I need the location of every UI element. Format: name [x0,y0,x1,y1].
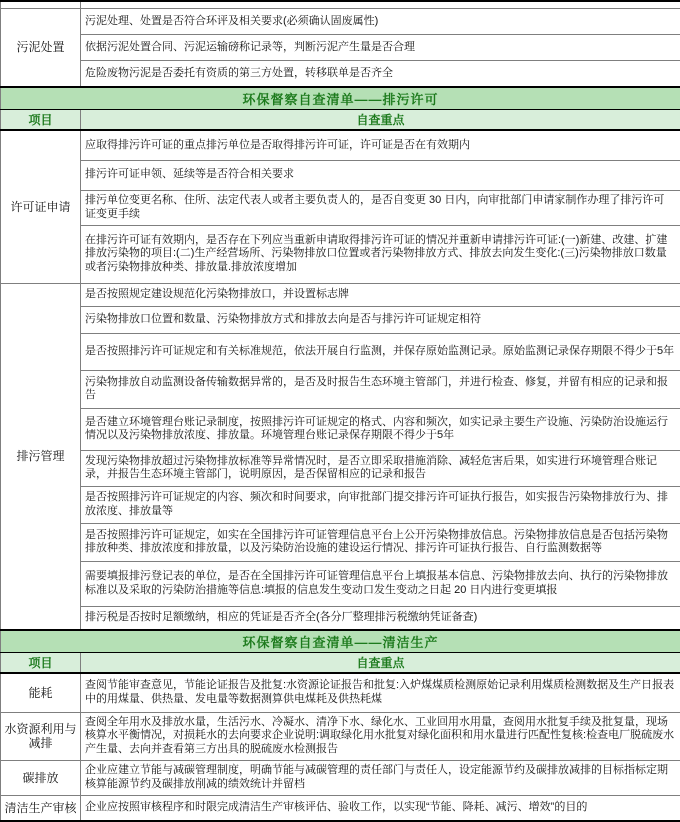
checklist-item: 排污税是否按时足额缴纳，相应的凭证是否齐全(各分厂整理排污税缴纳凭证备查) [81,606,680,630]
spacer-cell [81,1,680,9]
checklist-item: 污染物排放口位置和数量、污染物排放方式和排放去向是否与排污许可证规定相符 [81,306,680,333]
checklist-item: 污染物排放自动监测设备传输数据异常的，是否及时报告生态环境主管部门，并进行检查、修复，并留有相应的记录和报告 [81,370,680,408]
section-banner-clean-production: 环保督察自查清单——清洁生产 [1,630,680,653]
column-header-focus: 自查重点 [81,109,680,130]
checklist-item: 排污单位变更名称、住所、法定代表人或者主要负责人的，是否自变更 30 日内，向审批部门申请家制作办理了排污许可证变更手续 [81,190,680,225]
checklist-item: 是否按照排污许可证规定和有关标准规范，依法开展自行监测，并保存原始监测记录。原始监测记录保存期限不得少于5年 [81,333,680,370]
checklist-item: 是否按照排污许可证规定，如实在全国排污许可证管理信息平台上公开污染物排放信息。污染物排放信息是否包括污染物排放种类、排放浓度和排放量，以及污染防治设施的建设运行情况、排污许可证执行报告、自行监测数据等 [81,523,680,561]
checklist-item: 污泥处理、处置是否符合环评及相关要求(必须确认固废属性) [81,9,680,35]
table-row [1,673,680,712]
checklist-item: 企业应建立节能与减碳管理制度，明确节能与减碳管理的责任部门与责任人，设定能源节约及碳排放减排的目标指标定期核算能源节约及碳排放削减的绩效统计并留档 [81,760,680,795]
table-row [1,486,680,523]
table-row [1,190,680,225]
table-row [1,130,680,160]
table-row [1,87,680,110]
checklist-item: 企业应按照审核程序和时限完成清洁生产审核评估、验收工作，以实现“节能、降耗、减污、增效”的目的 [81,795,680,821]
checklist-item: 需要填报排污登记表的单位，是否在全国排污许可证管理信息平台上填报基本信息、污染物排放去向、执行的污染物排放标准以及采取的污染防治措施等信息:填报的信息发生变动口发生变动之日起 20 日内进行变更填报 [81,561,680,606]
checklist-item: 查阅全年用水及排放水量，生活污水、冷凝水、清净下水、绿化水、工业回用水用量，查阅用水批复手续及批复量，现场核算水平衡情况，对损耗水的去向要求企业说明:调取绿化用水批复对绿化面积和用水量进行匹配性复核:检查电厂脱硫废水产生量、去向并查看第三方出具的脱硫废水检测报告 [81,712,680,760]
table-row [1,9,680,35]
table-row [1,653,680,674]
table-row [1,283,680,306]
table-row [1,561,680,606]
table-row [1,35,680,61]
spacer-cell [1,1,81,9]
group-label-sludge-disposal: 污泥处置 [1,9,81,87]
table-row [1,408,680,450]
table-row [1,370,680,408]
table-row [1,630,680,653]
checklist-item: 是否建立环境管理台账记录制度，按照排污许可证规定的格式、内容和频次，如实记录主要生产设施、污染防治设施运行情况以及污染物排放浓度、排放量。环境管理台账记录保存期限不得少于5年 [81,408,680,450]
spacer-row [1,1,680,9]
column-header-project: 项目 [1,109,81,130]
table-row [1,606,680,630]
table-row [1,225,680,283]
checklist-item: 依据污泥处置合同、污泥运输磅称记录等，判断污泥产生量是否合理 [81,35,680,61]
table-row [1,523,680,561]
checklist-item: 危险废物污泥是否委托有资质的第三方处置，转移联单是否齐全 [81,61,680,87]
checklist-item: 在排污许可证有效期内，是否存在下列应当重新申请取得排污许可证的情况并重新申请排污许可证:(一)新建、改建、扩建排放污染物的项目:(二)生产经营场所、污染物排放口位置或者污染物排放方式、排放去向发生变化:(三)污染物排放口数量或者污染物排放种类、排放量.排放浓度增加 [81,225,680,283]
group-label-clean-production-audit: 清洁生产审核 [1,795,81,821]
checklist-item: 是否按照规定建设规范化污染物排放口，并设置标志牌 [81,283,680,306]
checklist-item: 排污许可证申领、延续等是否符合相关要求 [81,160,680,190]
table-row [1,450,680,486]
group-label-discharge-management: 排污管理 [1,283,81,630]
table-row [1,109,680,130]
table-row [1,160,680,190]
table-row [1,61,680,87]
table-row [1,795,680,821]
column-header-focus: 自查重点 [81,653,680,674]
table-row [1,333,680,370]
checklist-item: 发现污染物排放超过污染物排放标准等异常情况时，是否立即采取措施消除、减轻危害后果，如实进行环境管理合账记录，并报告生态环境主管部门，说明原因，是否保留相应的记录和报告 [81,450,680,486]
checklist-item: 是否按照排污许可证规定的内容、频次和时间要求，向审批部门提交排污许可证执行报告，如实报告污染物排放行为、排放浓度、排放量等 [81,486,680,523]
group-label-carbon-emission: 碳排放 [1,760,81,795]
table-row [1,712,680,760]
checklist-item: 应取得排污许可证的重点排污单位是否取得排污许可证，许可证是否在有效期内 [81,130,680,160]
section-banner-discharge-permit: 环保督察自查清单——排污许可 [1,87,680,110]
checklist-item: 查阅节能审查意见，节能论证报告及批复:水资源论证报告和批复:入炉煤煤质检测原始记录利用煤质检测数据及生产日报表中的用煤量、供热量、发电量等数据测算供电煤耗及供热耗煤 [81,673,680,712]
column-header-project: 项目 [1,653,81,674]
group-label-water-use-reduction: 水资源利用与减排 [1,712,81,760]
table-row [1,760,680,795]
table-row [1,306,680,333]
group-label-energy-consumption: 能耗 [1,673,81,712]
group-label-permit-application: 许可证申请 [1,130,81,283]
